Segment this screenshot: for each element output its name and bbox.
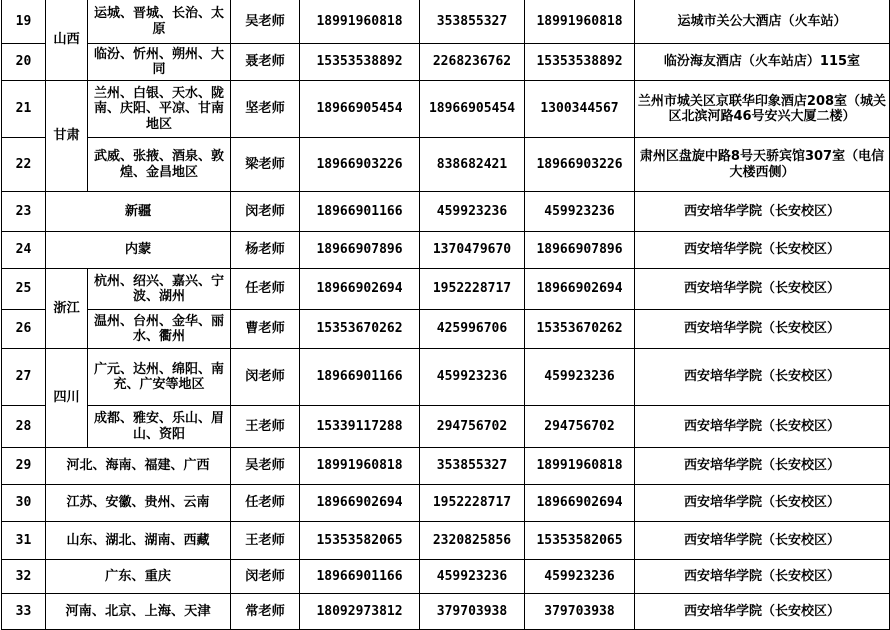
address-cell: 肃州区盘旋中路8号天骄宾馆307室（电信大楼西侧） [635, 138, 890, 192]
address-cell: 西安培华学院（长安校区） [635, 406, 890, 448]
address-cell: 西安培华学院（长安校区） [635, 485, 890, 522]
cities-cell: 兰州、白银、天水、陇南、庆阳、平凉、甘南地区 [88, 81, 231, 138]
row-number: 23 [2, 192, 46, 232]
teacher-cell: 常老师 [231, 594, 300, 630]
table-row [2, 232, 890, 269]
region-cell: 广东、重庆 [46, 560, 231, 594]
row-number: 24 [2, 232, 46, 269]
teacher-cell: 王老师 [231, 406, 300, 448]
phone2-cell: 18966907896 [525, 232, 635, 269]
qq-cell: 1952228717 [420, 485, 525, 522]
table-row [2, 522, 890, 560]
qq-cell: 838682421 [420, 138, 525, 192]
table-row [2, 0, 890, 44]
table-row [2, 448, 890, 485]
phone-cell: 18966903226 [300, 138, 420, 192]
qq-cell: 459923236 [420, 560, 525, 594]
teacher-cell: 闵老师 [231, 349, 300, 406]
province-cell: 甘肃 [46, 81, 88, 192]
province-cell: 四川 [46, 349, 88, 448]
qq-cell: 379703938 [420, 594, 525, 630]
phone-cell: 18966907896 [300, 232, 420, 269]
row-number: 27 [2, 349, 46, 406]
phone2-cell: 459923236 [525, 349, 635, 406]
phone-cell: 18991960818 [300, 448, 420, 485]
qq-cell: 425996706 [420, 310, 525, 349]
table-row [2, 44, 890, 81]
cities-cell: 广元、达州、绵阳、南充、广安等地区 [88, 349, 231, 406]
teacher-cell: 聂老师 [231, 44, 300, 81]
province-cell: 山西 [46, 0, 88, 81]
phone-cell: 18966902694 [300, 269, 420, 310]
phone2-cell: 459923236 [525, 560, 635, 594]
qq-cell: 2320825856 [420, 522, 525, 560]
phone2-cell: 294756702 [525, 406, 635, 448]
address-cell: 西安培华学院（长安校区） [635, 269, 890, 310]
phone-cell: 15353538892 [300, 44, 420, 81]
teacher-cell: 任老师 [231, 269, 300, 310]
row-number: 20 [2, 44, 46, 81]
contact-table [1, 0, 890, 630]
region-cell: 新疆 [46, 192, 231, 232]
phone2-cell: 15353538892 [525, 44, 635, 81]
teacher-cell: 吴老师 [231, 448, 300, 485]
table-row [2, 560, 890, 594]
phone-cell: 15353670262 [300, 310, 420, 349]
qq-cell: 294756702 [420, 406, 525, 448]
phone2-cell: 18966903226 [525, 138, 635, 192]
phone-cell: 18991960818 [300, 0, 420, 44]
table-row [2, 594, 890, 630]
qq-cell: 18966905454 [420, 81, 525, 138]
teacher-cell: 任老师 [231, 485, 300, 522]
address-cell: 运城市关公大酒店（火车站） [635, 0, 890, 44]
phone-cell: 18966902694 [300, 485, 420, 522]
row-number: 26 [2, 310, 46, 349]
phone-cell: 18966901166 [300, 560, 420, 594]
phone-cell: 18966905454 [300, 81, 420, 138]
teacher-cell: 杨老师 [231, 232, 300, 269]
cities-cell: 武威、张掖、酒泉、敦煌、金昌地区 [88, 138, 231, 192]
address-cell: 西安培华学院（长安校区） [635, 560, 890, 594]
phone-cell: 15353582065 [300, 522, 420, 560]
teacher-cell: 王老师 [231, 522, 300, 560]
qq-cell: 2268236762 [420, 44, 525, 81]
qq-cell: 353855327 [420, 448, 525, 485]
address-cell: 兰州市城关区京联华印象酒店208室（城关区北滨河路46号安兴大厦二楼） [635, 81, 890, 138]
table-row [2, 406, 890, 448]
address-cell: 西安培华学院（长安校区） [635, 594, 890, 630]
cities-cell: 成都、雅安、乐山、眉山、资阳 [88, 406, 231, 448]
address-cell: 西安培华学院（长安校区） [635, 522, 890, 560]
address-cell: 临汾海友酒店（火车站店）115室 [635, 44, 890, 81]
address-cell: 西安培华学院（长安校区） [635, 349, 890, 406]
row-number: 28 [2, 406, 46, 448]
table-row [2, 310, 890, 349]
table-row [2, 269, 890, 310]
row-number: 31 [2, 522, 46, 560]
region-cell: 河北、海南、福建、广西 [46, 448, 231, 485]
cities-cell: 温州、台州、金华、丽水、衢州 [88, 310, 231, 349]
row-number: 19 [2, 0, 46, 44]
qq-cell: 1952228717 [420, 269, 525, 310]
phone2-cell: 459923236 [525, 192, 635, 232]
address-cell: 西安培华学院（长安校区） [635, 192, 890, 232]
table-row [2, 192, 890, 232]
phone2-cell: 1300344567 [525, 81, 635, 138]
row-number: 29 [2, 448, 46, 485]
table-row [2, 349, 890, 406]
phone-cell: 18092973812 [300, 594, 420, 630]
cities-cell: 运城、晋城、长治、太原 [88, 0, 231, 44]
row-number: 32 [2, 560, 46, 594]
phone2-cell: 379703938 [525, 594, 635, 630]
row-number: 33 [2, 594, 46, 630]
region-cell: 内蒙 [46, 232, 231, 269]
region-cell: 山东、湖北、湖南、西藏 [46, 522, 231, 560]
address-cell: 西安培华学院（长安校区） [635, 448, 890, 485]
teacher-cell: 闵老师 [231, 560, 300, 594]
qq-cell: 353855327 [420, 0, 525, 44]
row-number: 25 [2, 269, 46, 310]
qq-cell: 1370479670 [420, 232, 525, 269]
table-row [2, 138, 890, 192]
phone2-cell: 18991960818 [525, 0, 635, 44]
phone2-cell: 18966902694 [525, 485, 635, 522]
address-cell: 西安培华学院（长安校区） [635, 310, 890, 349]
phone-cell: 15339117288 [300, 406, 420, 448]
phone2-cell: 15353670262 [525, 310, 635, 349]
teacher-cell: 曹老师 [231, 310, 300, 349]
qq-cell: 459923236 [420, 192, 525, 232]
address-cell: 西安培华学院（长安校区） [635, 232, 890, 269]
phone-cell: 18966901166 [300, 192, 420, 232]
row-number: 21 [2, 81, 46, 138]
row-number: 30 [2, 485, 46, 522]
cities-cell: 临汾、忻州、朔州、大同 [88, 44, 231, 81]
region-cell: 河南、北京、上海、天津 [46, 594, 231, 630]
table-row [2, 81, 890, 138]
phone2-cell: 18991960818 [525, 448, 635, 485]
phone2-cell: 18966902694 [525, 269, 635, 310]
teacher-cell: 闵老师 [231, 192, 300, 232]
teacher-cell: 坚老师 [231, 81, 300, 138]
teacher-cell: 吴老师 [231, 0, 300, 44]
phone2-cell: 15353582065 [525, 522, 635, 560]
phone-cell: 18966901166 [300, 349, 420, 406]
region-cell: 江苏、安徽、贵州、云南 [46, 485, 231, 522]
province-cell: 浙江 [46, 269, 88, 349]
row-number: 22 [2, 138, 46, 192]
teacher-cell: 梁老师 [231, 138, 300, 192]
table-row [2, 485, 890, 522]
qq-cell: 459923236 [420, 349, 525, 406]
cities-cell: 杭州、绍兴、嘉兴、宁波、湖州 [88, 269, 231, 310]
